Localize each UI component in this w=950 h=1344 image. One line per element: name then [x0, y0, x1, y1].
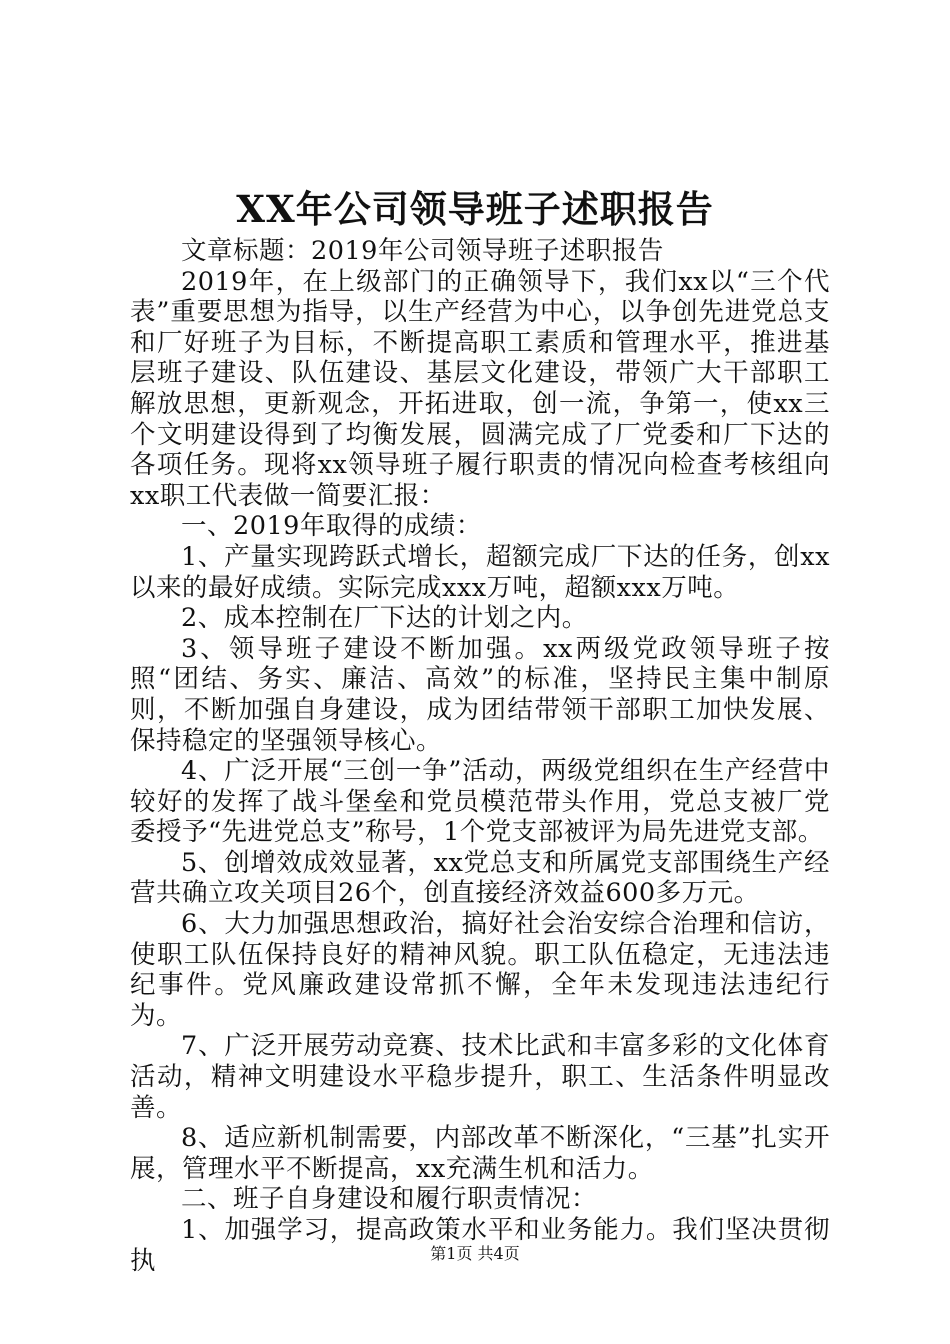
paragraph-item-8: 8、适应新机制需要，内部改革不断深化，“三基”扎实开展，管理水平不断提高，xx充满生机和活力。 [130, 1123, 830, 1184]
paragraph-item-5: 5、创增效成效显著，xx党总支和所属党支部围绕生产经营共确立攻关项目26个，创直接经济效益600多万元。 [130, 847, 830, 909]
paragraph-item-6: 6、大力加强思想政治，搞好社会治安综合治理和信访，使职工队伍保持良好的精神风貌。职工队伍稳定，无违法违纪事件。党风廉政建设常抓不懈，全年未发现违法违纪行为。 [130, 909, 830, 1031]
paragraph-item-3: 3、领导班子建设不断加强。xx两级党政领导班子按照“团结、务实、廉洁、高效”的标准，坚持民主集中制原则，不断加强自身建设，成为团结带领干部职工加快发展、保持稳定的坚强领导核心。 [130, 633, 830, 756]
paragraph-intro: 2019年，在上级部门的正确领导下，我们xx以“三个代表”重要思想为指导，以生产经营为中心，以争创先进党总支和厂好班子为目标，不断提高职工素质和管理水平，推进基层班子建设、队伍建设、基层文化建设，带领广大干部职工解放思想，更新观念，开拓进取，创一流，争第一，使xx三个文明建设得到了均衡发展，圆满完成了厂党委和厂下达的各项任务。现将xx领导班子履行职责的情况向检查考核组向xx职工代表做一简要汇报： [130, 266, 830, 511]
document-title: XX年公司领导班子述职报告 [236, 187, 714, 231]
section-heading-team-building: 二、班子自身建设和履行职责情况： [181, 1184, 598, 1215]
document-body [130, 236, 830, 1276]
paragraph-article-title: 文章标题：2019年公司领导班子述职报告 [181, 236, 664, 266]
paragraph-item-7: 7、广泛开展劳动竞赛、技术比武和丰富多彩的文化体育活动，精神文明建设水平稳步提升，职工、生活条件明显改善。 [130, 1031, 830, 1123]
paragraph-team-item-1: 1、加强学习，提高政策水平和业务能力。我们坚决贯彻执 [130, 1215, 830, 1276]
paragraph-item-1: 1、产量实现跨跃式增长，超额完成厂下达的任务，创xx以来的最好成绩。实际完成xxx万吨，超额xxx万吨。 [130, 541, 830, 603]
page-footer: 第1页 共4页 [430, 1244, 520, 1263]
paragraph-item-2: 2、成本控制在厂下达的计划之内。 [181, 603, 588, 634]
section-heading-achievements: 一、2019年取得的成绩： [181, 511, 482, 542]
paragraph-item-4: 4、广泛开展“三创一争”活动，两级党组织在生产经营中较好的发挥了战斗堡垒和党员模范带头作用，党总支被厂党委授予“先进党总支”称号，1个党支部被评为局先进党支部。 [130, 756, 830, 848]
